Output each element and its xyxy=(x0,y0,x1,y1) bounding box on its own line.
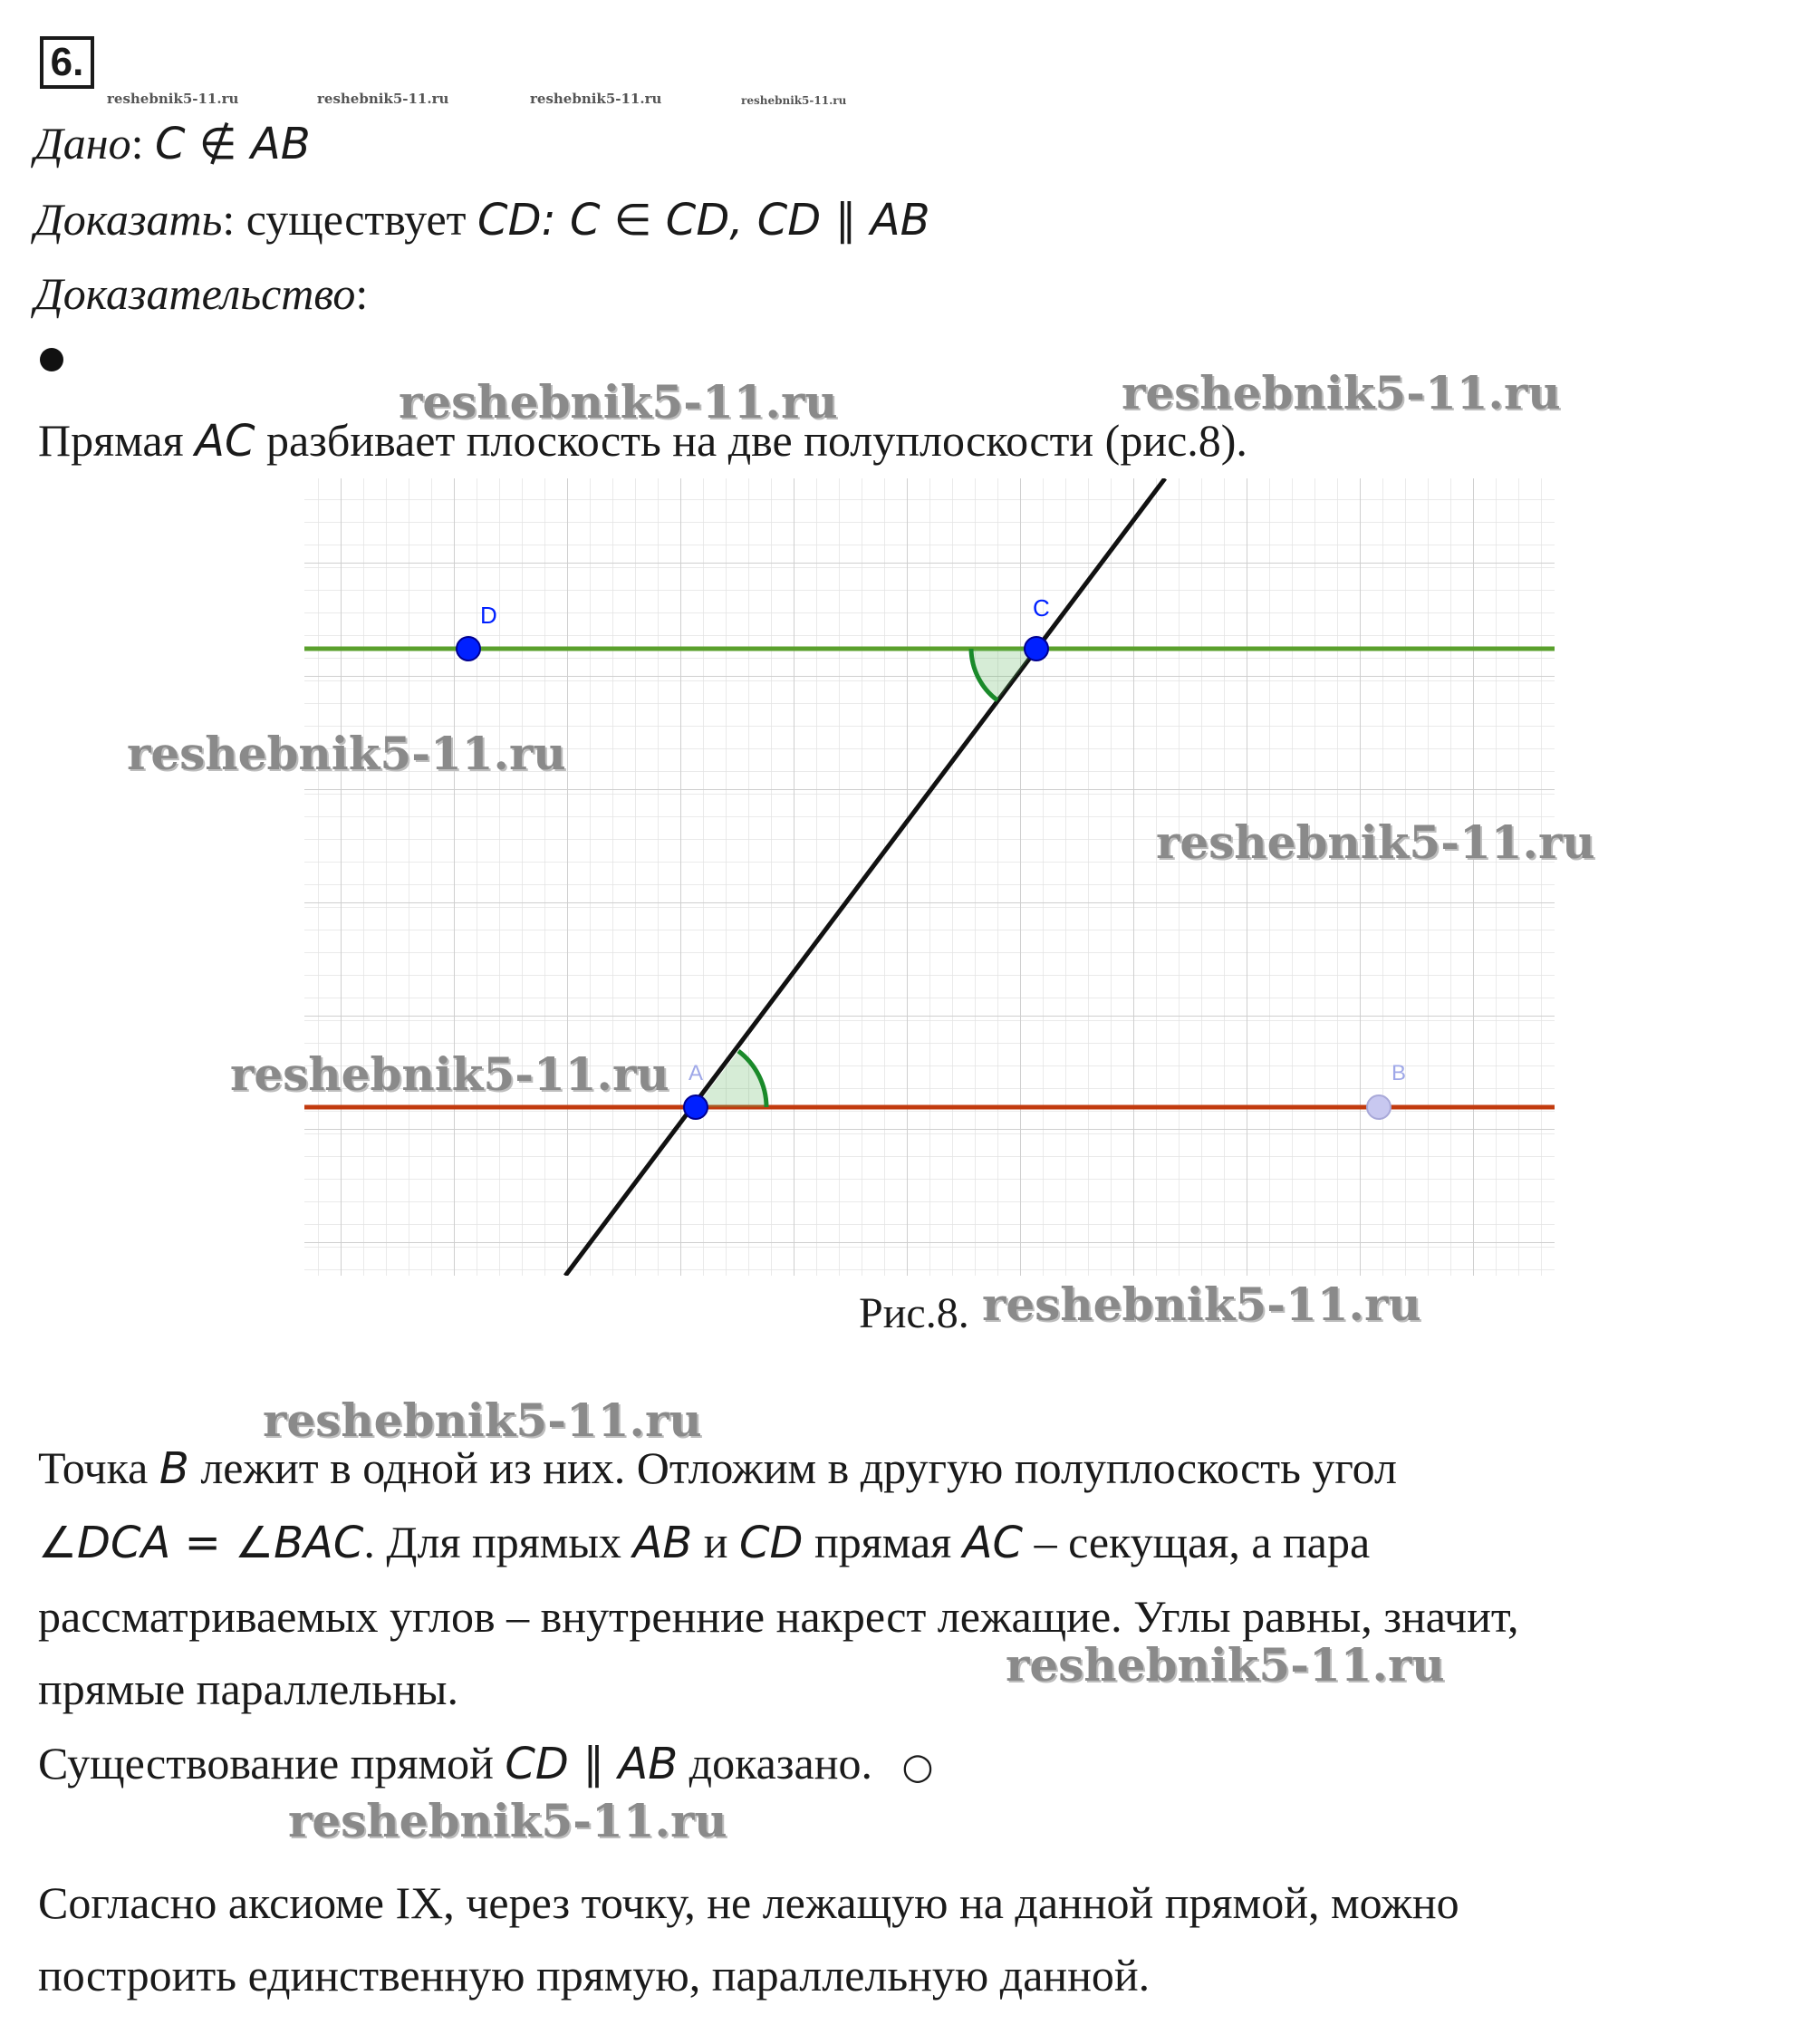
text: и xyxy=(703,1517,728,1567)
math-ab: AB xyxy=(632,1518,693,1568)
label-a: A xyxy=(689,1061,704,1085)
proof-heading xyxy=(34,266,368,321)
watermark: reshebnik5-11.ru xyxy=(1122,366,1561,419)
watermark: reshebnik5-11.ru xyxy=(288,1794,727,1847)
point-a xyxy=(684,1095,708,1119)
math-angles: ∠DCA = ∠BAC xyxy=(38,1518,364,1568)
watermark-small: reshebnik5-11.ru xyxy=(530,91,662,107)
prove-statement: CD: C ∈ CD, CD ∥ AB xyxy=(477,195,930,246)
paragraph-2-line-3: рассматриваемых углов – внутренние накрест лежащие. Углы равны, значит, xyxy=(38,1591,1519,1642)
text: Точка xyxy=(38,1442,149,1493)
text: разбивает плоскость на две полуплоскости (рис.8). xyxy=(265,415,1247,466)
watermark: reshebnik5-11.ru xyxy=(230,1047,669,1101)
bullet-point xyxy=(40,348,63,371)
prove-label: Доказать xyxy=(34,194,223,245)
watermark: reshebnik5-11.ru xyxy=(1006,1638,1445,1692)
watermark-small: reshebnik5-11.ru xyxy=(317,91,449,107)
prove-line xyxy=(34,192,930,247)
given-colon: : xyxy=(130,118,144,169)
paragraph-2-line-2 xyxy=(38,1515,1370,1570)
watermark: reshebnik5-11.ru xyxy=(1156,815,1595,869)
watermark-small: reshebnik5-11.ru xyxy=(107,91,239,107)
text: – секущая, а пара xyxy=(1034,1517,1371,1567)
label-c: C xyxy=(1033,594,1050,622)
proof-label: Доказательство xyxy=(34,268,356,319)
math-ac: AC xyxy=(195,416,255,467)
paragraph-2-line-4: прямые параллельны. xyxy=(38,1663,458,1714)
watermark: reshebnik5-11.ru xyxy=(399,375,838,429)
text: доказано. xyxy=(689,1738,872,1788)
paragraph-2-line-1 xyxy=(38,1441,1397,1496)
prove-text: существует xyxy=(246,194,467,245)
given-statement: C ∉ AB xyxy=(155,119,311,169)
figure-caption: Рис.8. xyxy=(859,1289,969,1337)
watermark: reshebnik5-11.ru xyxy=(263,1393,702,1447)
math-ac: AC xyxy=(962,1518,1024,1568)
proof-colon: : xyxy=(355,268,369,319)
given-label: Дано xyxy=(34,118,131,169)
prove-colon: : xyxy=(222,194,236,245)
point-b xyxy=(1367,1095,1391,1119)
watermark: reshebnik5-11.ru xyxy=(127,727,566,780)
text: лежит в одной из них. Отложим в другую полуплоскость угол xyxy=(200,1442,1397,1493)
paragraph-half-planes xyxy=(38,413,1247,468)
label-d: D xyxy=(480,602,497,629)
end-of-proof-mark: ○ xyxy=(901,1746,934,1788)
text: . Для прямых xyxy=(363,1517,621,1567)
problem-number: 6. xyxy=(40,36,94,89)
watermark-small: reshebnik5-11.ru xyxy=(741,94,847,107)
conclusion-line xyxy=(38,1736,933,1794)
point-d xyxy=(457,637,480,660)
text: прямая xyxy=(814,1517,952,1567)
watermark: reshebnik5-11.ru xyxy=(982,1278,1421,1331)
text: Прямая xyxy=(38,415,184,466)
math-cd-parallel-ab: CD ∥ AB xyxy=(505,1739,679,1789)
point-c xyxy=(1025,637,1048,660)
grid-major xyxy=(304,478,1555,1276)
math-cd: CD xyxy=(738,1518,804,1568)
axiom-line-2: построить единственную прямую, параллельную данной. xyxy=(38,1950,1151,2001)
axiom-line-1: Согласно аксиоме IX, через точку, не лежащую на данной прямой, можно xyxy=(38,1877,1459,1928)
label-b: B xyxy=(1391,1061,1407,1085)
given-line xyxy=(34,116,311,171)
figure-8 xyxy=(304,478,1555,1276)
text: Существование прямой xyxy=(38,1738,494,1788)
math-b: B xyxy=(159,1443,189,1494)
